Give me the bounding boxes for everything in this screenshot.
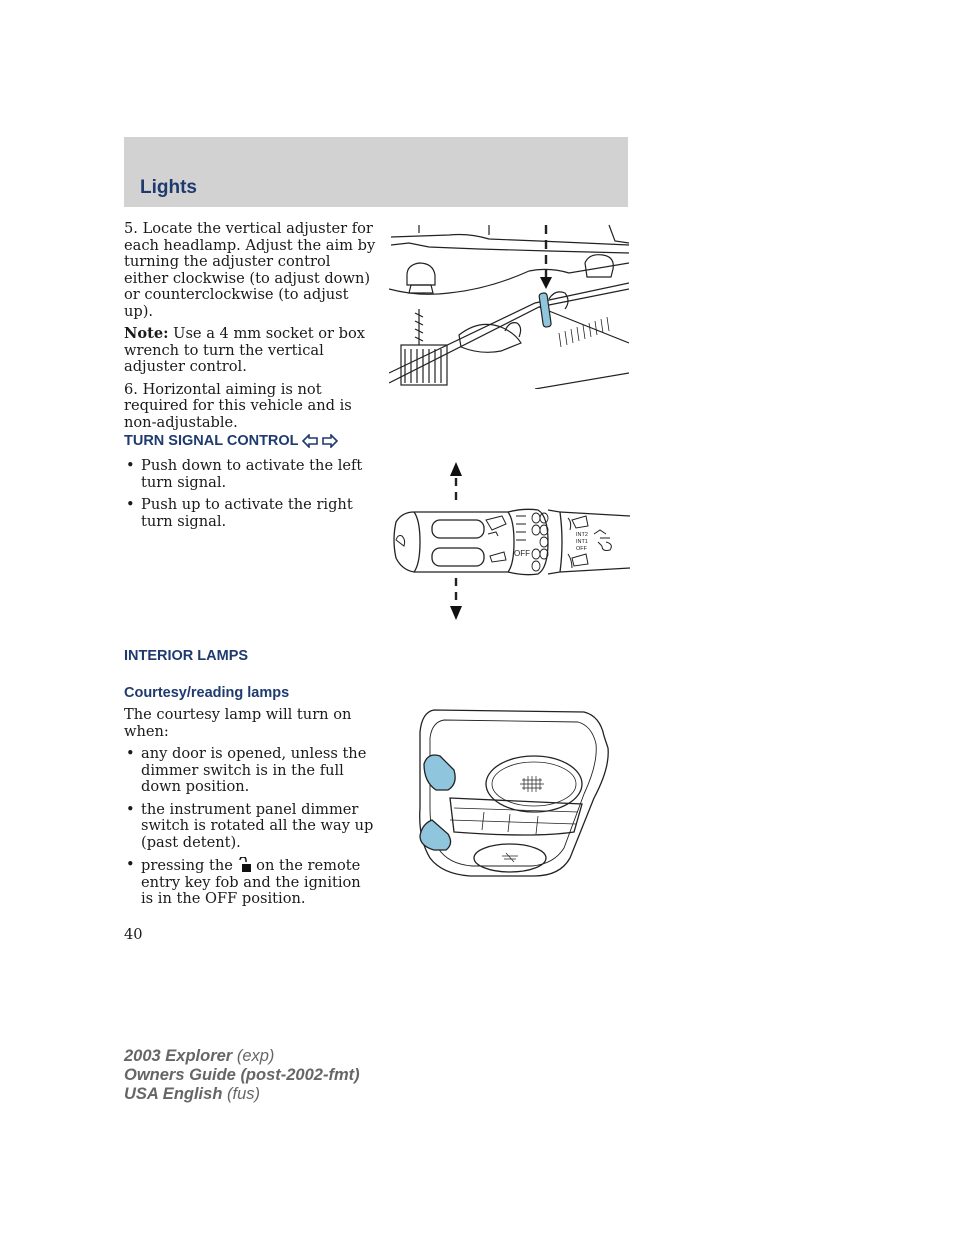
- stalk-off-label: OFF: [514, 549, 530, 558]
- footer-model: 2003 Explorer: [124, 1047, 233, 1065]
- note: [124, 326, 376, 376]
- step-5: 5. Locate the vertical adjuster for each headlamp. Adjust the aim by turning the adjuster control either clockwise (to adjust down) or counterclockwise (to adjust up).: [124, 220, 376, 320]
- turn-signal-text: [124, 458, 376, 530]
- headlamp-text: [124, 221, 376, 431]
- turn-signal-heading-text: TURN SIGNAL CONTROL: [124, 433, 299, 449]
- courtesy-lamp-illustration: [414, 708, 610, 878]
- courtesy-text: [124, 707, 376, 908]
- list-item: • Push down to activate the left turn signal.: [124, 458, 376, 491]
- footer-line-3: [124, 1085, 524, 1104]
- courtesy-lamps-subheading: Courtesy/reading lamps: [124, 685, 290, 701]
- stalk-off-small-label: OFF: [576, 546, 587, 552]
- note-text: Use a 4 mm socket or box wrench to turn the vertical adjuster control.: [124, 325, 365, 375]
- footer-model-code: (exp): [232, 1047, 275, 1065]
- footer: [124, 1047, 524, 1104]
- courtesy-intro: The courtesy lamp will turn on when:: [124, 706, 352, 740]
- footer-line-1: [124, 1047, 524, 1066]
- list-item: • any door is opened, unless the dimmer switch is in the full down position.: [124, 746, 376, 796]
- turn-signal-right-icon: [322, 434, 338, 448]
- page-number: 40: [124, 926, 143, 943]
- stalk-int1-label: INT1: [576, 539, 588, 545]
- footer-line-2: [124, 1066, 524, 1085]
- turn-signal-left-icon: [302, 434, 318, 448]
- footer-language: USA English: [124, 1085, 223, 1103]
- interior-lamps-heading: INTERIOR LAMPS: [124, 648, 249, 664]
- list-item: [124, 857, 376, 908]
- step-6: 6. Horizontal aiming is not required for this vehicle and is non-adjustable.: [124, 380, 352, 431]
- bullet3-before: pressing the: [141, 857, 238, 874]
- turn-signal-heading: [124, 433, 338, 449]
- header-band: [124, 137, 628, 207]
- footer-language-code: (fus): [222, 1085, 260, 1103]
- headlamp-adjuster-illustration: [389, 223, 629, 389]
- note-label: Note:: [124, 325, 169, 342]
- list-item: • the instrument panel dimmer switch is rotated all the way up (past detent).: [124, 802, 376, 852]
- section-title: Lights: [140, 177, 197, 198]
- stalk-int2-label: INT2: [576, 532, 588, 538]
- bullet3-after: on the remote entry key fob and the ignition is in the OFF position.: [141, 857, 361, 907]
- unlock-icon: [238, 857, 252, 873]
- list-item: • Push up to activate the right turn signal.: [124, 497, 376, 530]
- turn-signal-stalk-illustration: [388, 460, 630, 624]
- footer-guide: Owners Guide (post-2002-fmt): [124, 1066, 360, 1084]
